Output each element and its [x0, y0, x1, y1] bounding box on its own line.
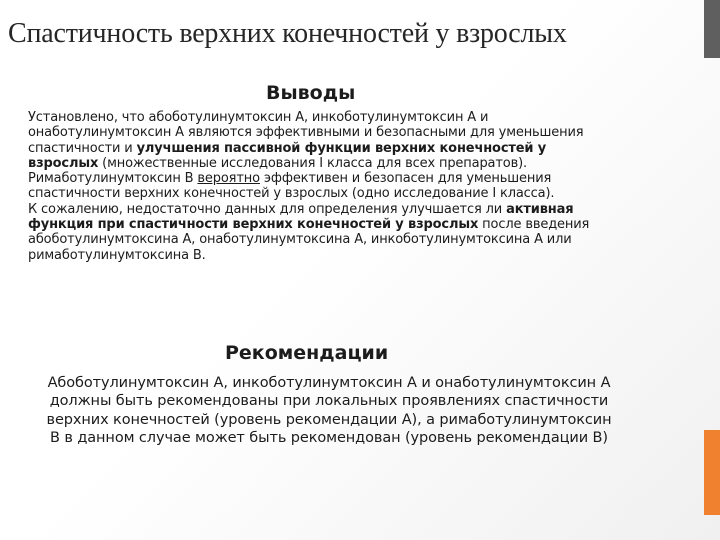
p1-text-e: эффективен и безопасен для уменьшения спастичности верхних конечностей у взрослых (одно исследование I класса). — [28, 171, 555, 202]
p2-text-a: К сожалению, недостаточно данных для определения улучшается ли — [28, 201, 507, 217]
slide-title: Спастичность верхних конечностей у взрослых — [8, 18, 567, 49]
conclusions-text — [28, 110, 594, 263]
p1-underlined: вероятно — [197, 171, 260, 187]
p1-text-a: Установлено, что абоботулинумтоксин А, инкоботулинумтоксин А и онаботулинумтоксин А являются эффективными и безопасными для уменьшения спастичности и — [28, 110, 584, 156]
conclusions-paragraph-2 — [28, 202, 594, 263]
conclusions-paragraph-1 — [28, 110, 594, 202]
recommendations-heading: Рекомендации — [225, 342, 389, 364]
p2-text-c: после введения абоботулинумтоксина А, онаботулинумтоксина А, инкоботулинумтоксина А или римаботулинумтоксина В. — [28, 217, 590, 263]
accent-bar-top — [704, 0, 720, 58]
p1-text-c: (множественные исследования I класса для всех препаратов). Римаботулинумтоксин В — [28, 155, 528, 187]
accent-bar-orange — [704, 430, 720, 515]
p2-bold: активная функция при спастичности верхних конечностей у взрослых — [28, 201, 574, 233]
p1-bold: улучшения пассивной функции верхних конечностей у взрослых — [28, 140, 547, 171]
conclusions-heading: Выводы — [266, 82, 356, 104]
recommendations-text: Абоботулинумтоксин А, инкоботулинумтоксин А и онаботулинумтоксин А должны быть рекомендованы при локальных проявлениях спастичности верхних конечностей (уровень рекомендации А), а римаботулинумтоксин В в данном случае может быть рекомендован (уровень рекомендации В) — [46, 375, 612, 447]
